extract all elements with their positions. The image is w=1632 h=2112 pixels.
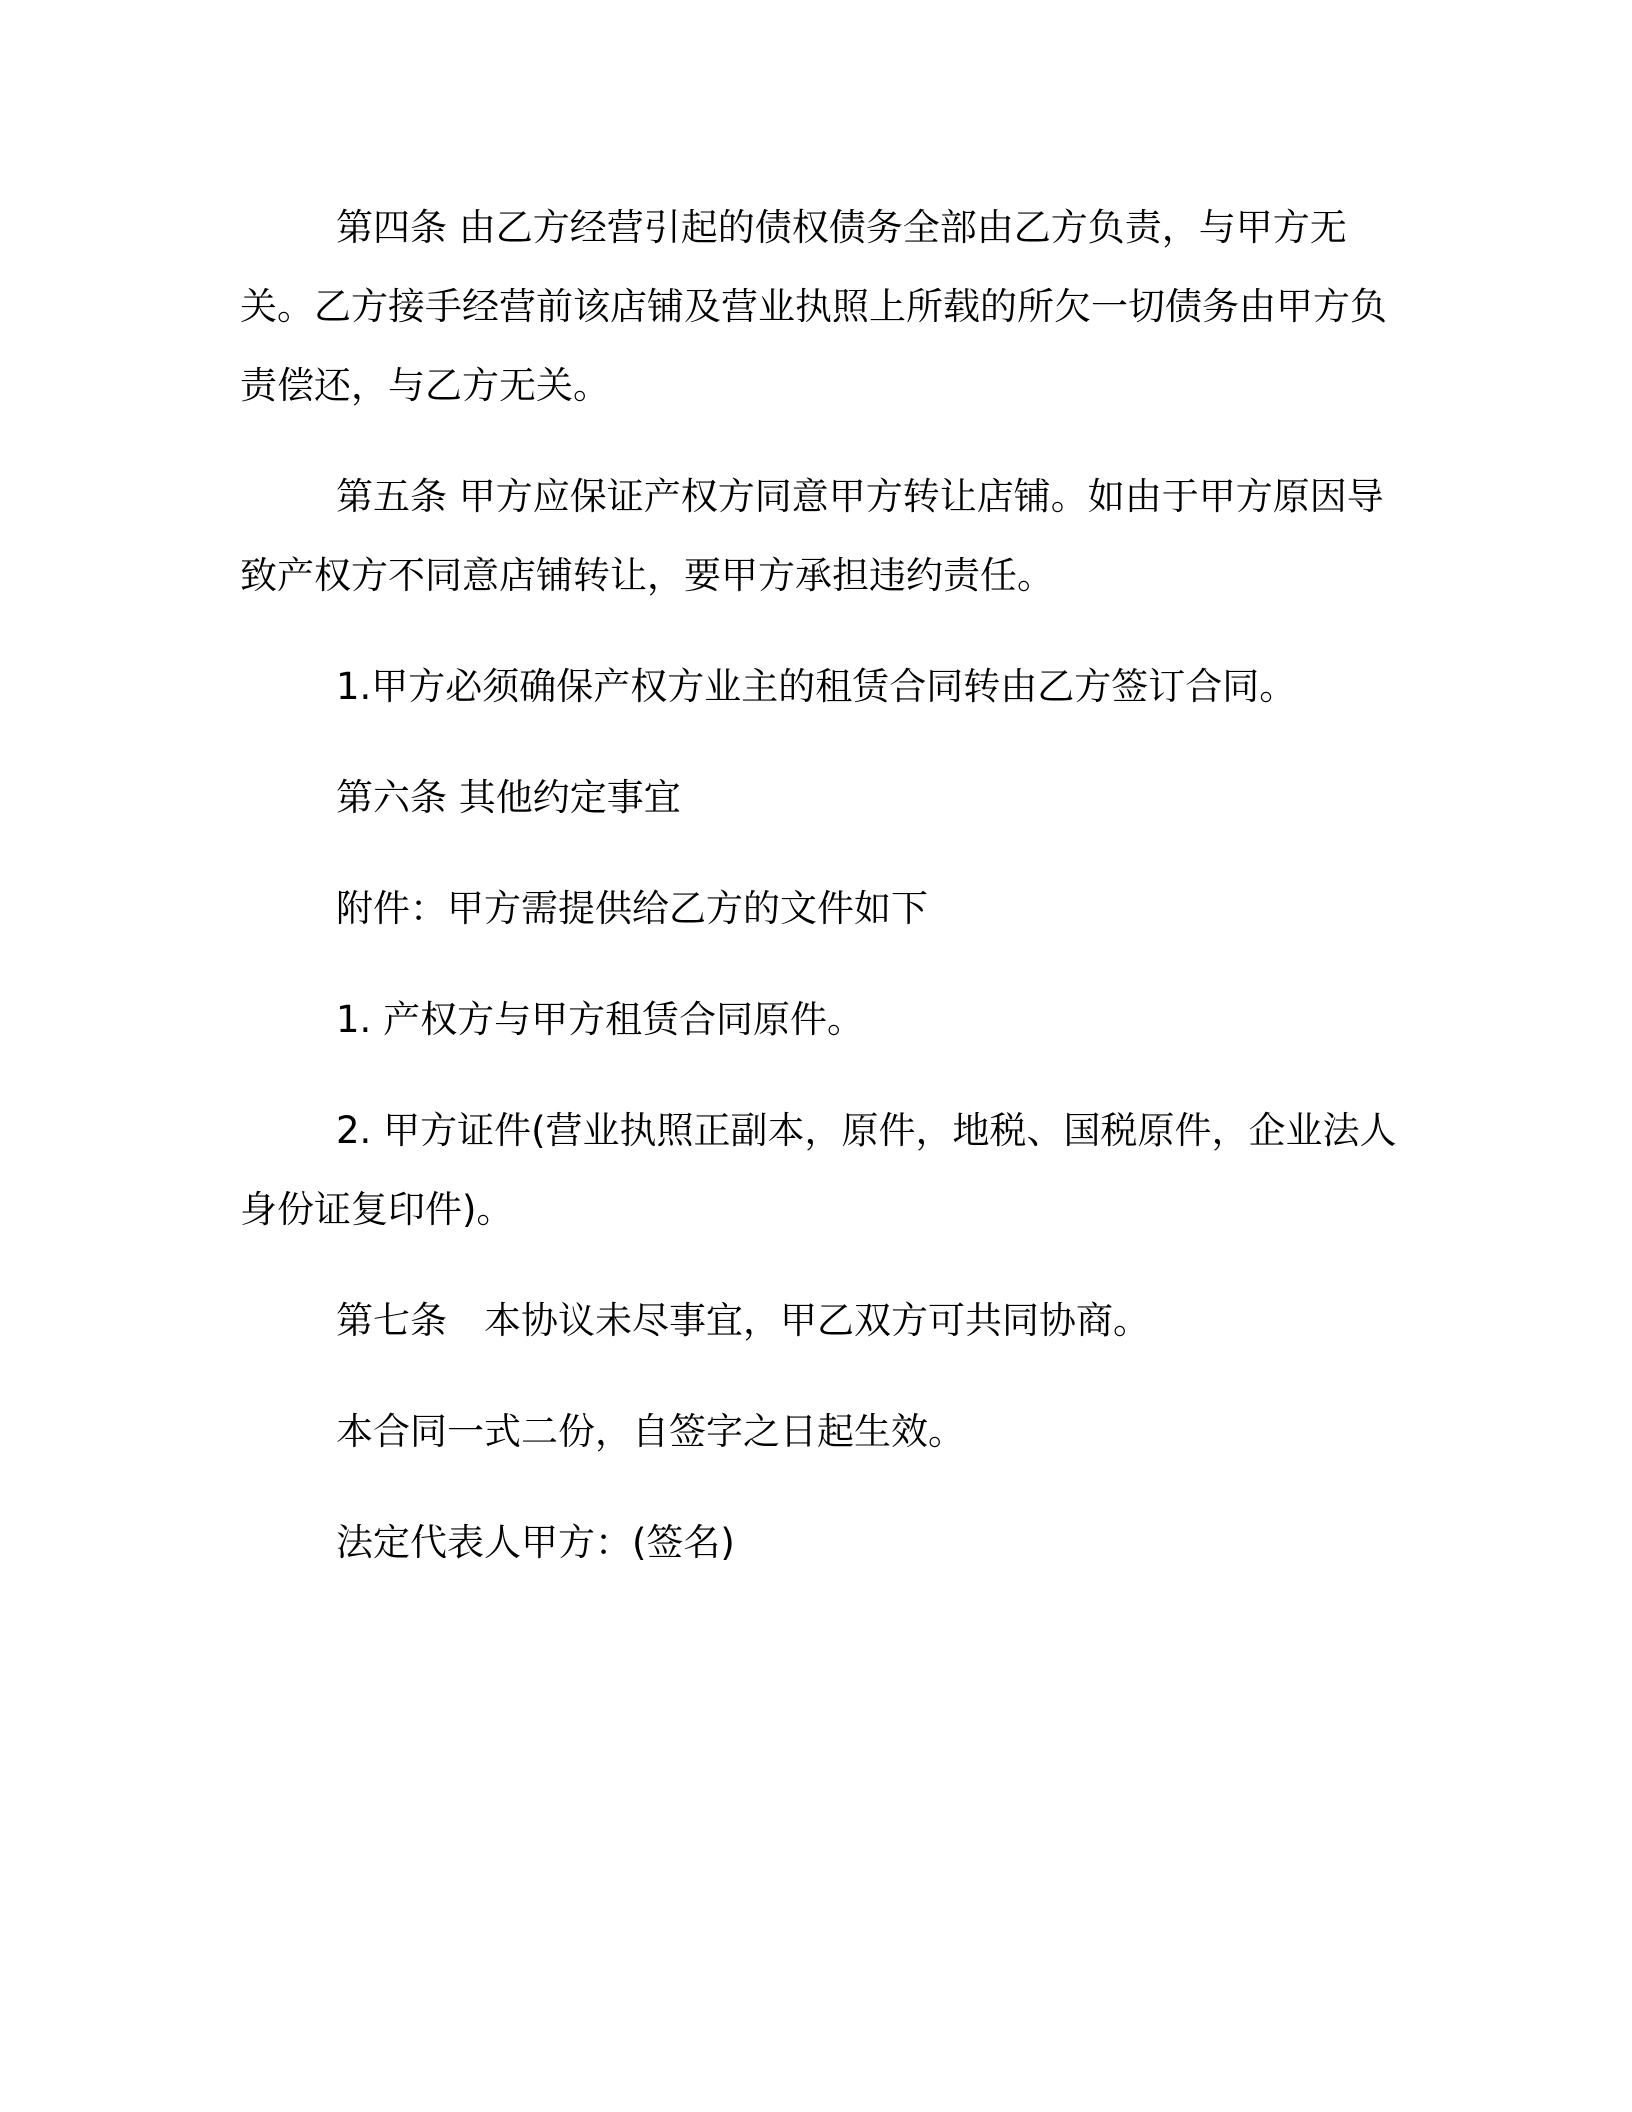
article-6-heading: 第六条 其他约定事宜 xyxy=(336,776,681,819)
article-5-paragraph: 第五条 甲方应保证产权方同意甲方转让店铺。如由于甲方原因导致产权方不同意店铺转让，要甲方承担违约责任。 xyxy=(240,475,1384,597)
contract-copies-paragraph: 本合同一式二份，自签字之日起生效。 xyxy=(336,1410,965,1453)
article-5-item-1: 1.甲方必须确保产权方业主的租赁合同转由乙方签订合同。 xyxy=(336,665,1297,708)
document-body xyxy=(240,188,1410,1614)
article-7-paragraph: 第七条 本协议未尽事宜，甲乙双方可共同协商。 xyxy=(336,1299,1150,1342)
article-4-paragraph: 第四条 由乙方经营引起的债权债务全部由乙方负责，与甲方无关。乙方接手经营前该店铺及营业执照上所载的所欠一切债务由甲方负责偿还，与乙方无关。 xyxy=(240,206,1387,407)
signature-line-party-a: 法定代表人甲方：(签名) xyxy=(336,1521,735,1564)
attachment-heading: 附件：甲方需提供给乙方的文件如下 xyxy=(336,887,928,930)
attachment-item-1: 1. 产权方与甲方租赁合同原件。 xyxy=(336,998,865,1041)
attachment-item-2: 2. 甲方证件(营业执照正副本，原件，地税、国税原件，企业法人身份证复印件)。 xyxy=(240,1109,1397,1231)
